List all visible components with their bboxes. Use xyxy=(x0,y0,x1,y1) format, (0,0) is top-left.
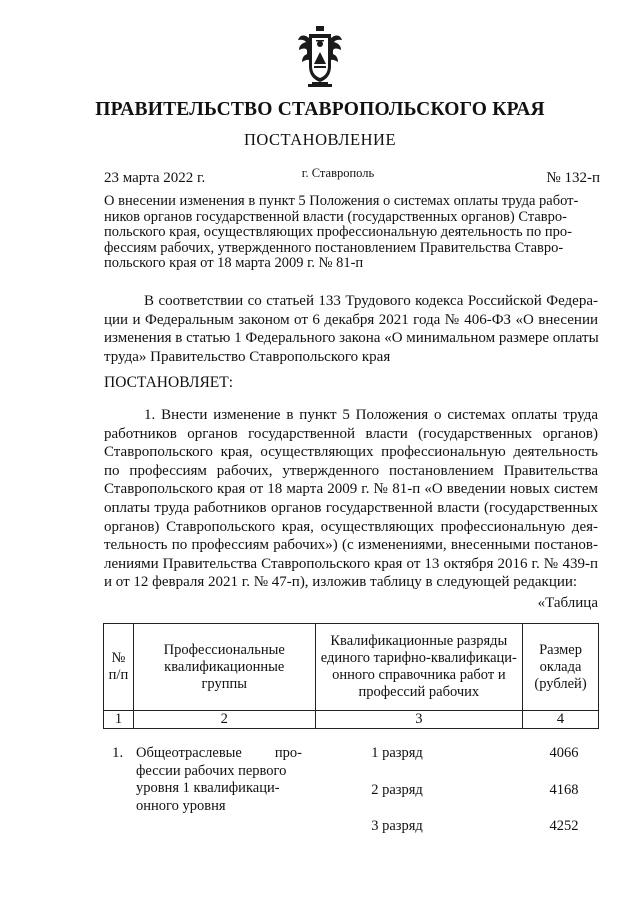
column-number: 4 xyxy=(523,711,599,729)
table-header-row xyxy=(104,624,599,711)
document-city: г. Ставрополь xyxy=(301,166,375,180)
subject-line: фессиям рабочих, утвержденного постановлением Правительства Ставро- xyxy=(104,239,564,256)
document-subject xyxy=(104,194,598,272)
item1-paragraph xyxy=(104,406,598,592)
preamble-line: ции и Федеральным законом от 6 декабря 2021 года № 406-ФЗ «О внесении xyxy=(104,311,598,328)
column-number: 2 xyxy=(133,711,315,729)
subject-line: О внесении изменения в пункт 5 Положения о системах оплаты труда работ- xyxy=(104,193,579,209)
table-column-numbers-row xyxy=(104,711,599,729)
table-label: «Таблица xyxy=(537,595,598,611)
resolves-heading: ПОСТАНОВЛЯЕТ: xyxy=(104,374,234,391)
header-cell-salary: Размер оклада (рублей) xyxy=(523,624,599,711)
item1-line: и от 12 февраля 2021 г. № 47-п), изложив таблицу в следующей редакции: xyxy=(104,574,578,591)
subject-line: польского края от 18 марта 2009 г. № 81-п xyxy=(104,255,364,272)
row-group-name xyxy=(136,745,302,815)
item1-line: 1. Внести изменение в пункт 5 Положения о системах оплаты труда xyxy=(144,407,598,423)
header-cell-number: № п/п xyxy=(104,624,134,711)
item1-line: Ставропольского края от 18 марта 2009 г. № 81-п «О введении новых систем xyxy=(104,481,598,498)
group-line: Общеотраслевые про- xyxy=(136,745,302,761)
grade-cell: 3 разряд xyxy=(371,818,423,834)
item1-line: тельность по профессиям рабочих») (с изменениями, внесенными постанов- xyxy=(104,537,598,554)
group-line: уровня 1 квалификаци- xyxy=(136,780,280,797)
salary-cell: 4066 xyxy=(549,745,579,761)
item1-line: Ставропольского края, осуществляющих профессиональную деятельность xyxy=(104,444,598,461)
grade-cell: 1 разряд xyxy=(371,745,423,761)
government-title: ПРАВИТЕЛЬСТВО СТАВРОПОЛЬСКОГО КРАЯ xyxy=(95,99,545,120)
row-number: 1. xyxy=(112,745,124,761)
column-number: 3 xyxy=(315,711,523,729)
document-type: ПОСТАНОВЛЕНИЕ xyxy=(243,130,397,149)
preamble-line: труда» Правительство Ставропольского края xyxy=(104,348,391,365)
item1-line: работников органов государственной власти (государственных органов) xyxy=(104,425,598,442)
preamble-paragraph xyxy=(104,292,598,366)
subject-line: ников органов государственной власти (государственных органов) Ставро- xyxy=(104,208,567,225)
grade-cell: 2 разряд xyxy=(371,782,423,798)
header-cell-groups: Профессиональные квалификационные группы xyxy=(133,624,315,711)
stavropol-coat-of-arms-icon xyxy=(296,26,344,88)
salary-cell: 4252 xyxy=(549,818,579,834)
document-number: № 132-п xyxy=(546,170,600,186)
item1-line: оплаты труда работников органов государственной власти (государственных xyxy=(104,499,598,516)
item1-line: по профессиям рабочих, утвержденного постановлением Правительства xyxy=(104,462,598,479)
subject-line: польского края, осуществляющих профессиональную деятельность по про- xyxy=(104,224,572,241)
salary-cell: 4168 xyxy=(549,782,579,798)
preamble-line: В соответствии со статьей 133 Трудового кодекса Российской Федера- xyxy=(144,293,598,309)
header-cell-grades: Квалификационные разряды единого тарифно-квалификаци- онного справочника работ и профессий рабочих xyxy=(315,624,523,711)
item1-line: лениями Правительства Ставропольского края от 13 октября 2016 г. № 439-п xyxy=(104,555,598,572)
group-line: фессии рабочих первого xyxy=(136,762,287,779)
item1-line: органов) Ставропольского края, осуществляющих профессиональную дея- xyxy=(104,518,598,535)
salary-table xyxy=(103,623,599,729)
document-date: 23 марта 2022 г. xyxy=(104,170,206,186)
preamble-line: изменения в статью 1 Федерального закона «О минимальном размере оплаты xyxy=(104,330,599,347)
column-number: 1 xyxy=(104,711,134,729)
group-line: онного уровня xyxy=(136,797,226,814)
